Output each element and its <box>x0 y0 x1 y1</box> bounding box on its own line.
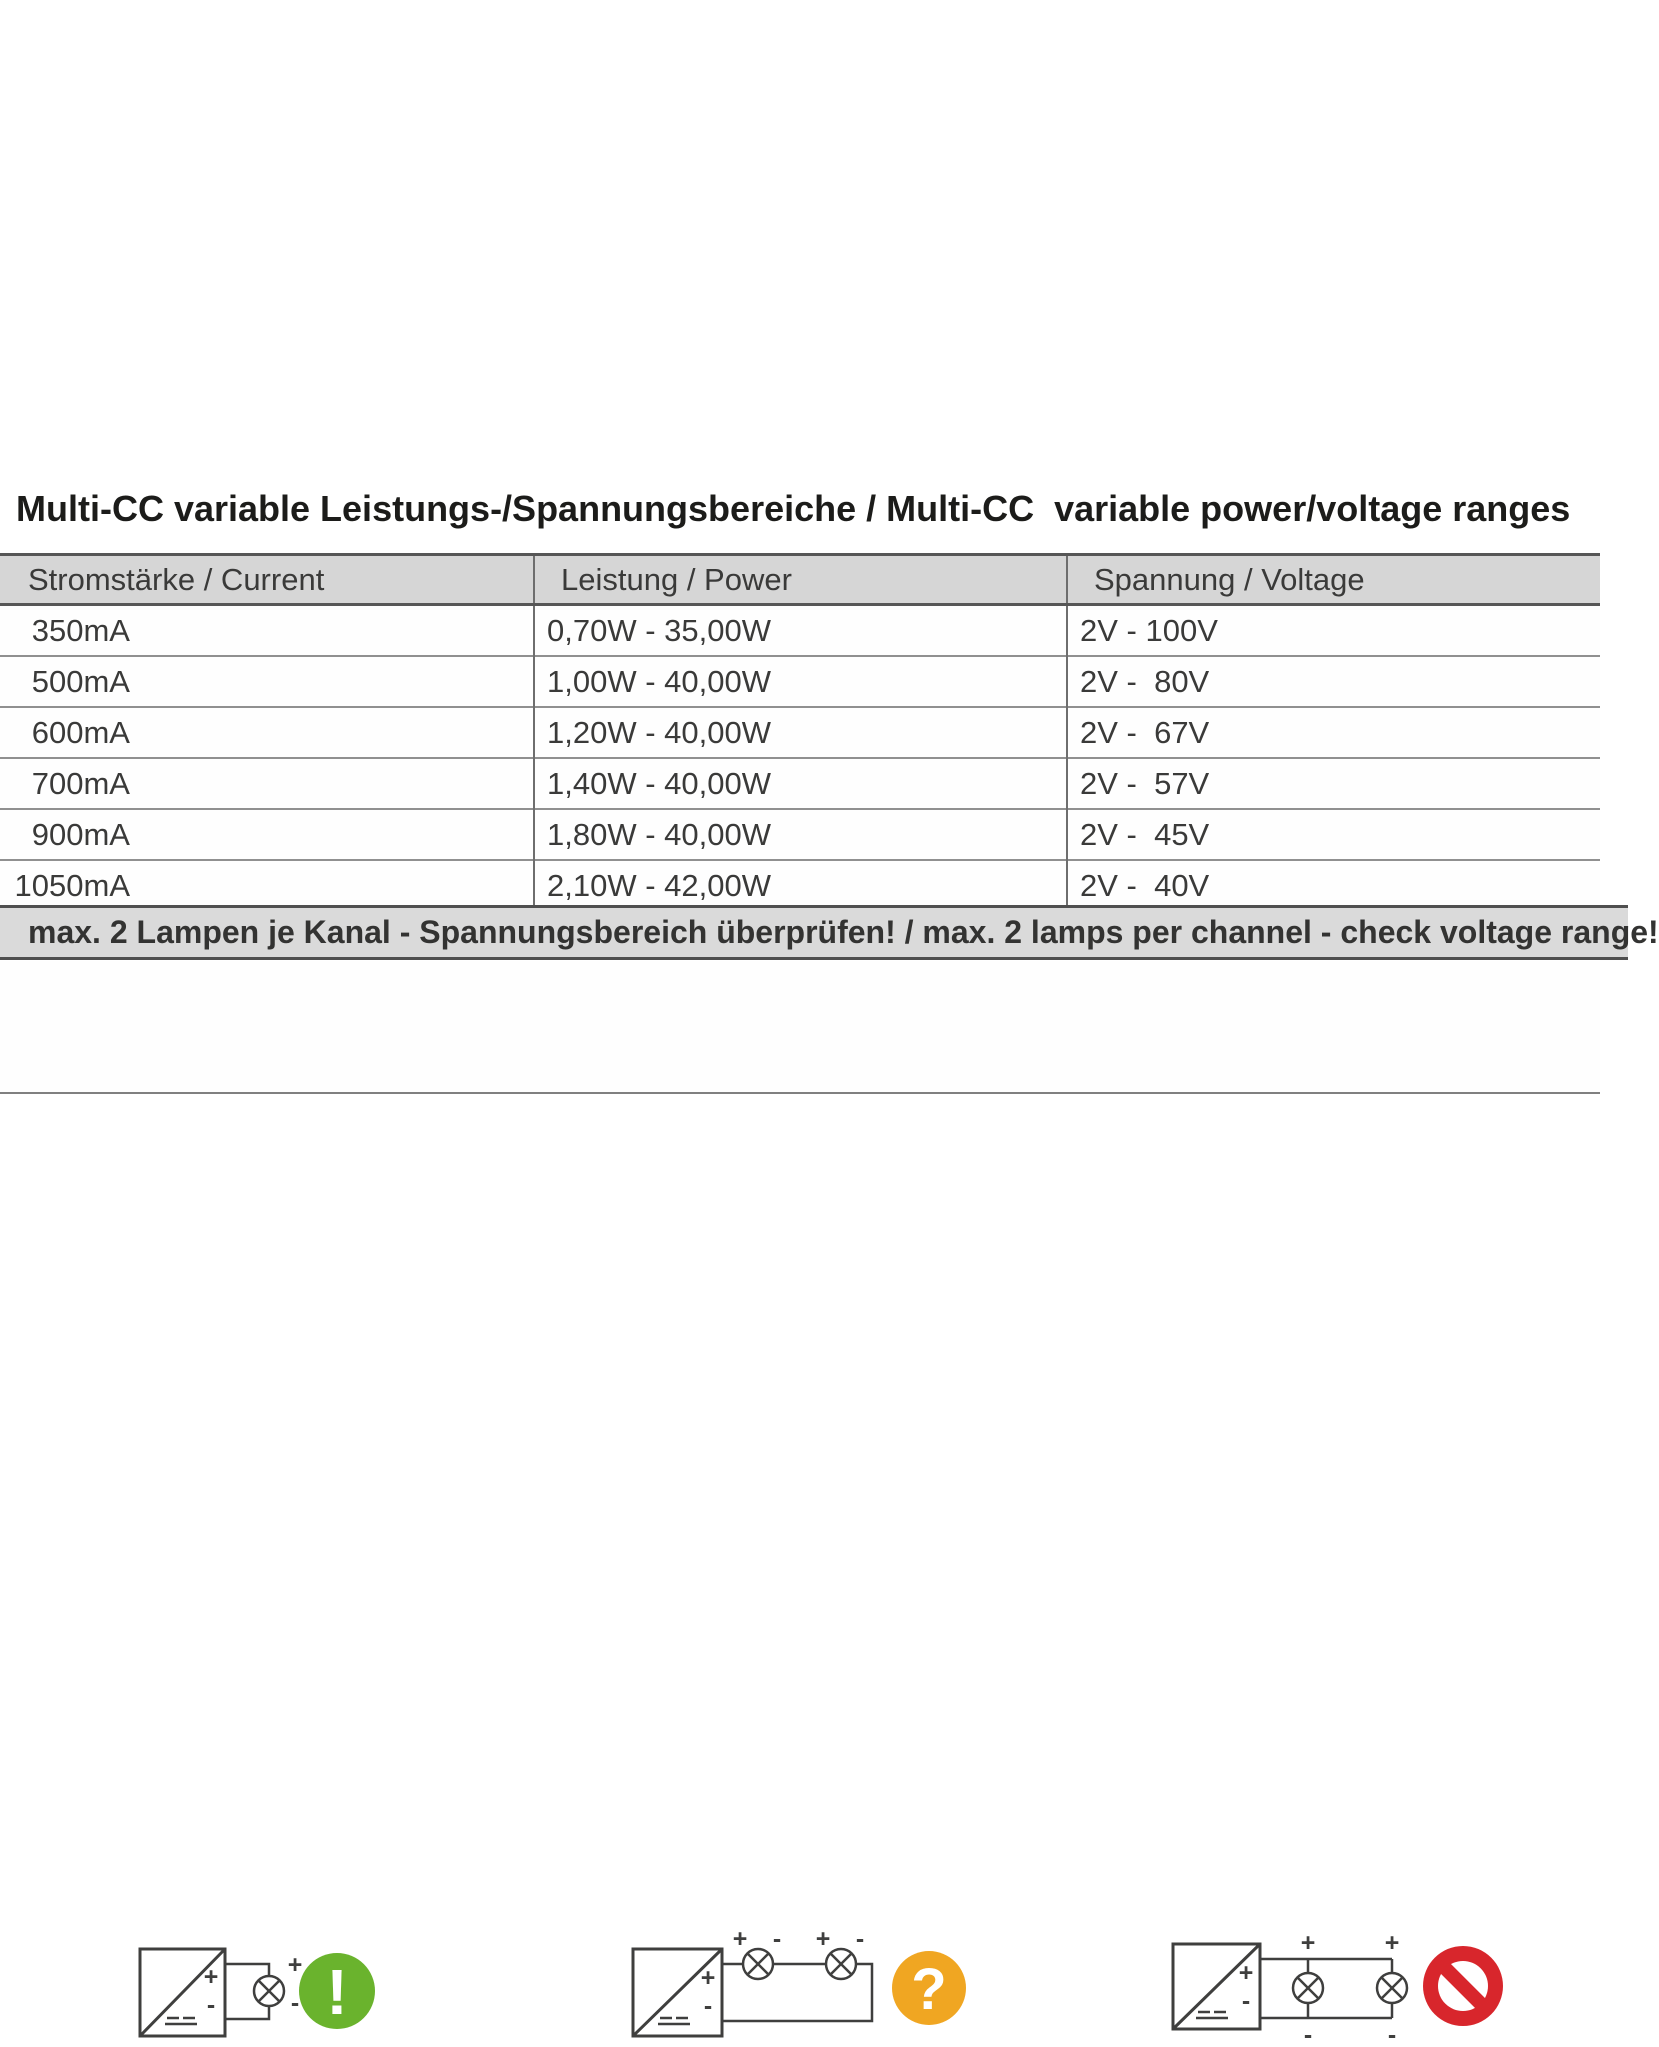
lamp-icon <box>743 1949 773 1979</box>
table-row <box>0 758 1600 809</box>
cell-voltage: 2V - 100V <box>1067 605 1600 657</box>
cell-voltage: 2V - 67V <box>1067 707 1600 758</box>
question-circle-icon <box>892 1951 966 2025</box>
lamp-icon <box>254 1976 284 2006</box>
minus-sign: - <box>1241 1987 1251 2015</box>
minus-sign: - <box>1387 2021 1397 2047</box>
circuit-wires <box>225 1964 269 2019</box>
plus-sign: + <box>287 1951 303 1979</box>
plus-sign: + <box>700 1964 716 1992</box>
lamp-icon <box>826 1949 856 1979</box>
cell-power: 1,00W - 40,00W <box>534 656 1067 707</box>
cell-current <box>0 758 534 809</box>
dc-output-icon <box>1196 2012 1228 2018</box>
col-header-voltage: Spannung / Voltage <box>1067 555 1600 605</box>
table-row <box>0 860 1600 912</box>
plus-sign: + <box>203 1963 219 1991</box>
dc-output-icon <box>165 2018 197 2024</box>
cell-voltage: 2V - 45V <box>1067 809 1600 860</box>
lamp-icon <box>1377 1973 1407 2003</box>
power-voltage-table <box>0 553 1600 913</box>
current-value: 500mA <box>31 663 130 699</box>
cell-current <box>0 605 534 657</box>
current-value: 350mA <box>31 612 130 648</box>
minus-sign: - <box>703 1992 713 2020</box>
cell-voltage: 2V - 80V <box>1067 656 1600 707</box>
minus-sign: - <box>855 1925 865 1953</box>
exclamation-glyph: ! <box>326 1956 348 2028</box>
cell-power: 1,40W - 40,00W <box>534 758 1067 809</box>
prohibition-icon <box>1423 1946 1503 2026</box>
led-driver-symbol <box>633 1949 722 2036</box>
cell-voltage: 2V - 40V <box>1067 860 1600 912</box>
minus-sign: - <box>290 1989 300 2017</box>
minus-sign: - <box>206 1991 216 2019</box>
current-value: 600mA <box>31 714 130 750</box>
cell-power: 1,80W - 40,00W <box>534 809 1067 860</box>
minus-sign: - <box>1303 2021 1313 2047</box>
col-header-power: Leistung / Power <box>534 555 1067 605</box>
cell-power: 1,20W - 40,00W <box>534 707 1067 758</box>
cell-current <box>0 656 534 707</box>
current-value: 700mA <box>31 765 130 801</box>
table-row <box>0 809 1600 860</box>
diagram-single-lamp <box>135 1941 380 2041</box>
led-driver-symbol <box>140 1949 225 2036</box>
plus-sign: + <box>1238 1959 1254 1987</box>
diagram-two-lamps-series <box>630 1925 970 2045</box>
dc-output-icon <box>658 2018 690 2024</box>
table-row <box>0 605 1600 657</box>
table-row <box>0 656 1600 707</box>
plus-sign: + <box>732 1925 748 1953</box>
warning-banner-text: max. 2 Lampen je Kanal - Spannungsbereich überprüfen! / max. 2 lamps per channel - check voltage range! <box>28 914 1659 950</box>
cell-current <box>0 707 534 758</box>
cell-voltage: 2V - 57V <box>1067 758 1600 809</box>
col-header-current: Stromstärke / Current <box>0 555 534 605</box>
cell-power: 2,10W - 42,00W <box>534 860 1067 912</box>
cell-current <box>0 860 534 912</box>
current-value: 900mA <box>31 816 130 852</box>
exclamation-circle-icon <box>299 1953 375 2029</box>
plus-sign: + <box>1384 1929 1400 1957</box>
plus-sign: + <box>815 1925 831 1953</box>
table-row <box>0 707 1600 758</box>
cell-power: 0,70W - 35,00W <box>534 605 1067 657</box>
diagram-two-lamps-parallel <box>1170 1929 1510 2047</box>
minus-sign: - <box>772 1925 782 1953</box>
question-glyph: ? <box>911 1957 947 2022</box>
plus-sign: + <box>1300 1929 1316 1957</box>
wiring-diagrams <box>0 961 1600 2047</box>
current-value: 1050mA <box>14 867 130 903</box>
table-header-row <box>0 555 1600 605</box>
page-title: Multi-CC variable Leistungs-/Spannungsbereiche / Multi-CC variable power/voltage ranges <box>16 488 1571 529</box>
circuit-wires <box>1260 1959 1392 2018</box>
warning-banner <box>0 905 1659 960</box>
cell-current <box>0 809 534 860</box>
lamp-icon <box>1293 1973 1323 2003</box>
led-driver-symbol <box>1173 1944 1260 2029</box>
